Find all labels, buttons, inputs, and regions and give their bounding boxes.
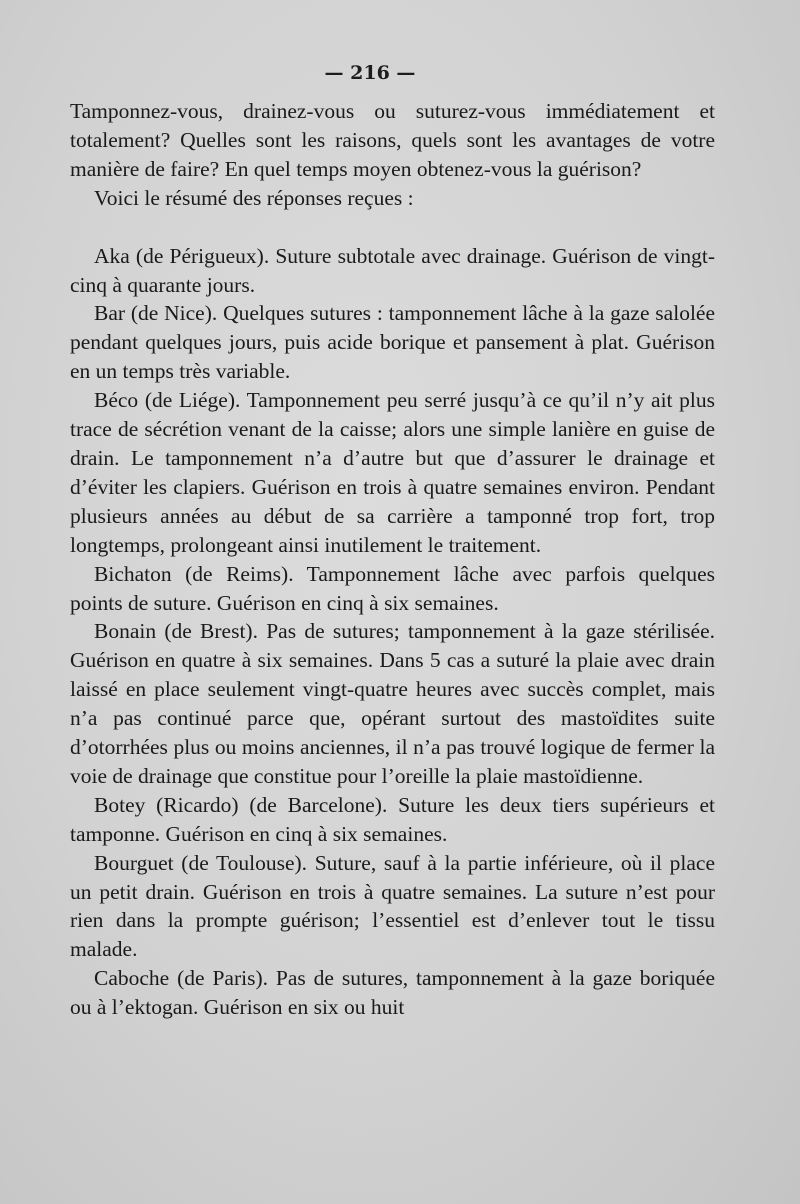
paragraph-aka: Aka (de Périgueux). Suture subtotale avec drainage. Guérison de vingt-cinq à quarante jours.	[70, 243, 715, 297]
paragraph-caboche: Caboche (de Paris). Pas de sutures, tamponnement à la gaze boriquée ou à l’ektogan. Guérison en six ou huit	[70, 966, 715, 1020]
paragraph-beco: Béco (de Liége). Tamponnement peu serré jusqu’à ce qu’il n’y ait plus trace de sécrétion venant de la caisse; alors une simple lanière en guise de drain. Le tamponnement n’a d’autre but que d’assurer le drainage et d’éviter les clapiers. Guérison en trois à quatre semaines environ. Pendant plusieurs années au début de sa carrière a tamponné trop fort, trop longtemps, prolongeant ainsi inutilement le traitement.	[70, 388, 715, 557]
paragraph-bonain: Bonain (de Brest). Pas de sutures; tamponnement à la gaze stérilisée. Guérison en quatre à six semaines. Dans 5 cas a suturé la plaie avec drain laissé en place seulement vingt-quatre heures avec succès complet, mais n’a pas continué parce que, opérant surtout des mastoïdites suite d’otorrhées plus ou moins anciennes, il n’a pas trouvé logique de fermer la voie de drainage que constitue pour l’oreille la plaie mastoïdienne.	[70, 619, 715, 788]
paragraph-bichaton: Bichaton (de Reims). Tamponnement lâche avec parfois quelques points de suture. Guérison en cinq à six semaines.	[70, 561, 715, 615]
paragraph-intro: Voici le résumé des réponses reçues :	[94, 185, 414, 210]
paragraph-botey: Botey (Ricardo) (de Barcelone). Suture les deux tiers supérieurs et tamponne. Guérison en cinq à six semaines.	[70, 792, 715, 846]
body-text	[70, 97, 715, 1022]
page-number: — 216 —	[324, 62, 416, 84]
paragraph-bar: Bar (de Nice). Quelques sutures : tamponnement lâche à la gaze salolée pendant quelques jours, puis acide borique et pansement à plat. Guérison en un temps très variable.	[70, 301, 715, 384]
paragraph-question: Tamponnez-vous, drainez-vous ou suturez-vous immédiatement et totalement? Quelles sont les raisons, quels sont les avantages de votre manière de faire? En quel temps moyen obtenez-vous la guérison?	[70, 99, 715, 181]
paragraph-bourguet: Bourguet (de Toulouse). Suture, sauf à la partie inférieure, où il place un petit drain. Guérison en trois à quatre semaines. La suture n’est pour rien dans la prompte guérison; l’essentiel est d’enlever tout le tissu malade.	[70, 850, 715, 962]
